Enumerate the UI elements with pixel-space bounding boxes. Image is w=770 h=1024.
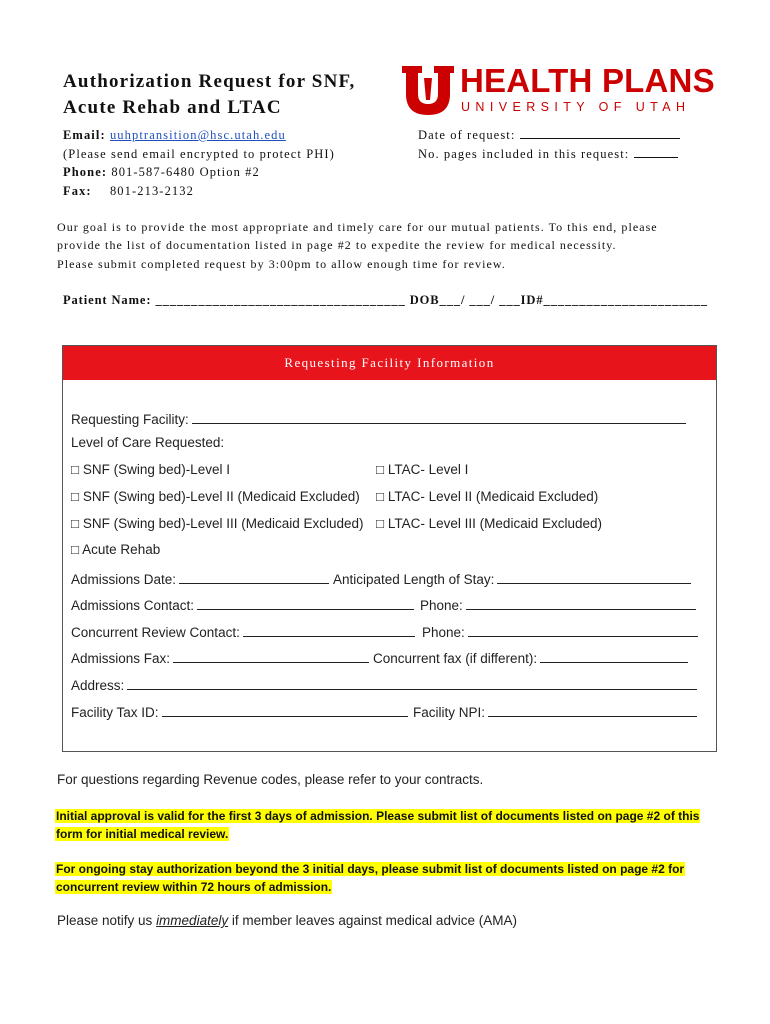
admissions-fax-row <box>71 648 369 666</box>
initial-approval-note-cont <box>55 825 229 843</box>
concurrent-phone-field[interactable] <box>468 622 698 637</box>
date-of-request-label: Date of request: <box>418 128 516 142</box>
option-snf-level-3[interactable]: □ SNF (Swing bed)-Level III (Medicaid Excluded) <box>71 516 364 531</box>
admissions-fax-field[interactable] <box>173 648 369 663</box>
tax-id-row <box>71 702 408 720</box>
initial-approval-line2: form for initial medical review. <box>56 827 229 841</box>
patient-name-field[interactable]: ___________________________________ <box>155 293 406 307</box>
initial-approval-line1: Initial approval is valid for the first 3 days of admission. Please submit list of documents listed on page #2 of this <box>56 809 700 823</box>
length-of-stay-field[interactable] <box>497 569 691 584</box>
requesting-facility-header: Requesting Facility Information <box>63 346 716 380</box>
patient-row <box>63 293 708 308</box>
ongoing-stay-line1: For ongoing stay authorization beyond the 3 initial days, please submit list of documents listed on page #2 for <box>56 862 685 876</box>
health-plans-logo <box>400 62 715 124</box>
length-of-stay-row <box>333 569 691 587</box>
fax-value: 801-213-2132 <box>109 184 194 198</box>
concurrent-phone-row <box>422 622 698 640</box>
dob-field[interactable]: ___/ ___/ ___ <box>439 293 521 307</box>
concurrent-review-contact-field[interactable] <box>243 622 415 637</box>
address-label: Address: <box>71 678 125 693</box>
admissions-date-field[interactable] <box>179 569 329 584</box>
option-snf-level-2[interactable]: □ SNF (Swing bed)-Level II (Medicaid Excluded) <box>71 489 360 504</box>
date-of-request-row <box>418 126 680 145</box>
initial-approval-note <box>55 807 700 825</box>
concurrent-review-contact-row <box>71 622 415 640</box>
admissions-phone-label: Phone: <box>420 598 463 613</box>
phone-label: Phone: <box>63 165 108 179</box>
email-label: Email: <box>63 128 106 142</box>
logo-health-plans: HEALTH PLANS <box>460 62 715 99</box>
admissions-date-row <box>71 569 329 587</box>
admissions-fax-label: Admissions Fax: <box>71 651 171 666</box>
address-field[interactable] <box>127 675 697 690</box>
requesting-facility-field[interactable] <box>192 409 686 424</box>
tax-id-field[interactable] <box>162 702 408 717</box>
date-of-request-field[interactable] <box>520 126 680 139</box>
email-link[interactable]: uuhptransition@hsc.utah.edu <box>109 128 286 142</box>
fax-row <box>63 182 194 201</box>
address-row <box>71 675 697 693</box>
level-of-care-label: Level of Care Requested: <box>71 435 225 450</box>
requesting-facility-section <box>62 345 717 752</box>
requesting-facility-row <box>71 409 686 427</box>
phone-row <box>63 163 260 182</box>
concurrent-fax-label: Concurrent fax (if different): <box>373 651 538 666</box>
option-ltac-level-1[interactable]: □ LTAC- Level I <box>376 462 469 477</box>
requesting-facility-label: Requesting Facility: <box>71 412 189 427</box>
option-acute-rehab[interactable]: □ Acute Rehab <box>71 542 161 557</box>
phone-value: 801-587-6480 Option #2 <box>111 165 260 179</box>
logo-university: UNIVERSITY OF UTAH <box>461 100 691 114</box>
pages-included-label: No. pages included in this request: <box>418 147 630 161</box>
admissions-contact-field[interactable] <box>197 595 414 610</box>
email-row <box>63 126 286 145</box>
admissions-date-label: Admissions Date: <box>71 572 177 587</box>
ama-note <box>57 913 517 928</box>
revenue-codes-note: For questions regarding Revenue codes, please refer to your contracts. <box>57 772 484 787</box>
pages-included-row <box>418 145 678 164</box>
ongoing-stay-note-cont <box>55 878 332 896</box>
intro-line2: provide the list of documentation listed in page #2 to expedite the review for medical necessity. <box>57 238 617 252</box>
form-title-line1: Authorization Request for SNF, <box>63 71 356 92</box>
intro-line3: Please submit completed request by 3:00pm to allow enough time for review. <box>57 257 506 271</box>
intro-line1: Our goal is to provide the most appropriate and timely care for our mutual patients. To this end, please <box>57 220 658 234</box>
tax-id-label: Facility Tax ID: <box>71 705 159 720</box>
length-of-stay-label: Anticipated Length of Stay: <box>333 572 495 587</box>
dob-label: DOB <box>405 293 440 307</box>
concurrent-fax-field[interactable] <box>540 648 688 663</box>
id-label: ID# <box>520 293 544 307</box>
facility-npi-label: Facility NPI: <box>413 705 486 720</box>
facility-npi-field[interactable] <box>488 702 697 717</box>
option-snf-level-1[interactable]: □ SNF (Swing bed)-Level I <box>71 462 230 477</box>
option-ltac-level-3[interactable]: □ LTAC- Level III (Medicaid Excluded) <box>376 516 602 531</box>
university-u-logo-icon <box>400 64 456 116</box>
facility-npi-row <box>413 702 697 720</box>
ongoing-stay-note <box>55 860 685 878</box>
fax-label: Fax: <box>63 184 92 198</box>
admissions-phone-row <box>420 595 696 613</box>
ama-note-after: if member leaves against medical advice (AMA) <box>228 913 517 928</box>
patient-name-label: Patient Name: <box>63 293 156 307</box>
ama-note-before: Please notify us <box>57 913 157 928</box>
id-field[interactable]: _______________________ <box>543 293 708 307</box>
ongoing-stay-line2: concurrent review within 72 hours of admission. <box>56 880 332 894</box>
ama-note-emphasis: immediately <box>156 913 229 928</box>
option-ltac-level-2[interactable]: □ LTAC- Level II (Medicaid Excluded) <box>376 489 599 504</box>
admissions-contact-label: Admissions Contact: <box>71 598 195 613</box>
concurrent-fax-row <box>373 648 688 666</box>
admissions-contact-row <box>71 595 414 613</box>
encrypt-note: (Please send email encrypted to protect PHI) <box>63 147 335 161</box>
admissions-phone-field[interactable] <box>466 595 696 610</box>
form-title-line2: Acute Rehab and LTAC <box>63 97 282 118</box>
concurrent-review-contact-label: Concurrent Review Contact: <box>71 625 240 640</box>
concurrent-phone-label: Phone: <box>422 625 465 640</box>
pages-included-field[interactable] <box>634 145 678 158</box>
